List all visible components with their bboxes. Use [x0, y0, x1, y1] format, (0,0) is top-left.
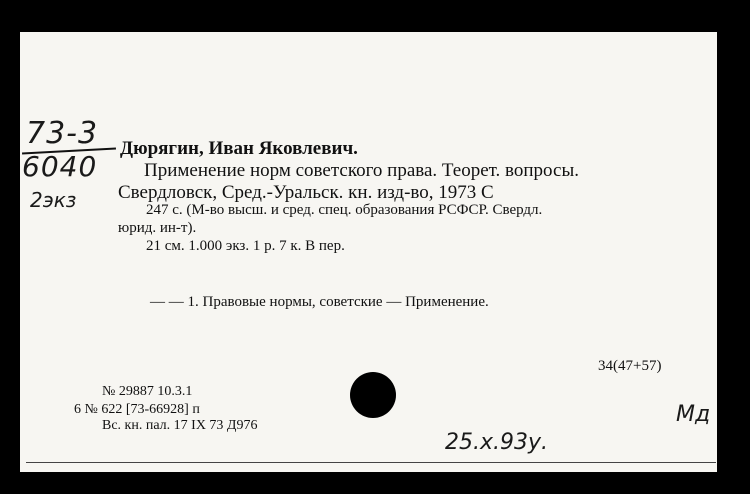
author-heading: Дюрягин, Иван Яковлевич. [120, 138, 358, 159]
catalog-card [20, 32, 717, 472]
subject-tracing: — — 1. Правовые нормы, советские — Применение. [150, 294, 489, 310]
book-title: Применение норм советского права. Теорет. вопросы. [144, 160, 579, 181]
handwritten-initials: Мд [676, 402, 711, 427]
registration-line3: Вс. кн. пал. 17 IX 73 Д976 [102, 418, 258, 433]
collation: 247 с. (М-во высш. и сред. спец. образования РСФСР. Свердл. [146, 202, 543, 218]
classification-number: 34(47+57) [598, 358, 662, 374]
imprint: Свердловск, Сред.-Уральск. кн. изд-во, 1973 С [118, 182, 494, 203]
handwritten-date: 25.х.93у. [445, 430, 549, 455]
series-continuation: юрид. ин-т). [118, 220, 197, 236]
punch-hole [350, 372, 396, 418]
size-price: 21 см. 1.000 экз. 1 р. 7 к. В пер. [146, 238, 345, 254]
shelfmark-line2: 6040 [22, 150, 98, 183]
shelfmark-line3: 2экз [30, 188, 77, 212]
bottom-rule [26, 462, 716, 463]
shelfmark-line1: 73-3 [26, 116, 99, 151]
registration-line2: 6 № 622 [73-66928] п [74, 402, 200, 417]
registration-line1: № 29887 10.3.1 [102, 384, 193, 399]
